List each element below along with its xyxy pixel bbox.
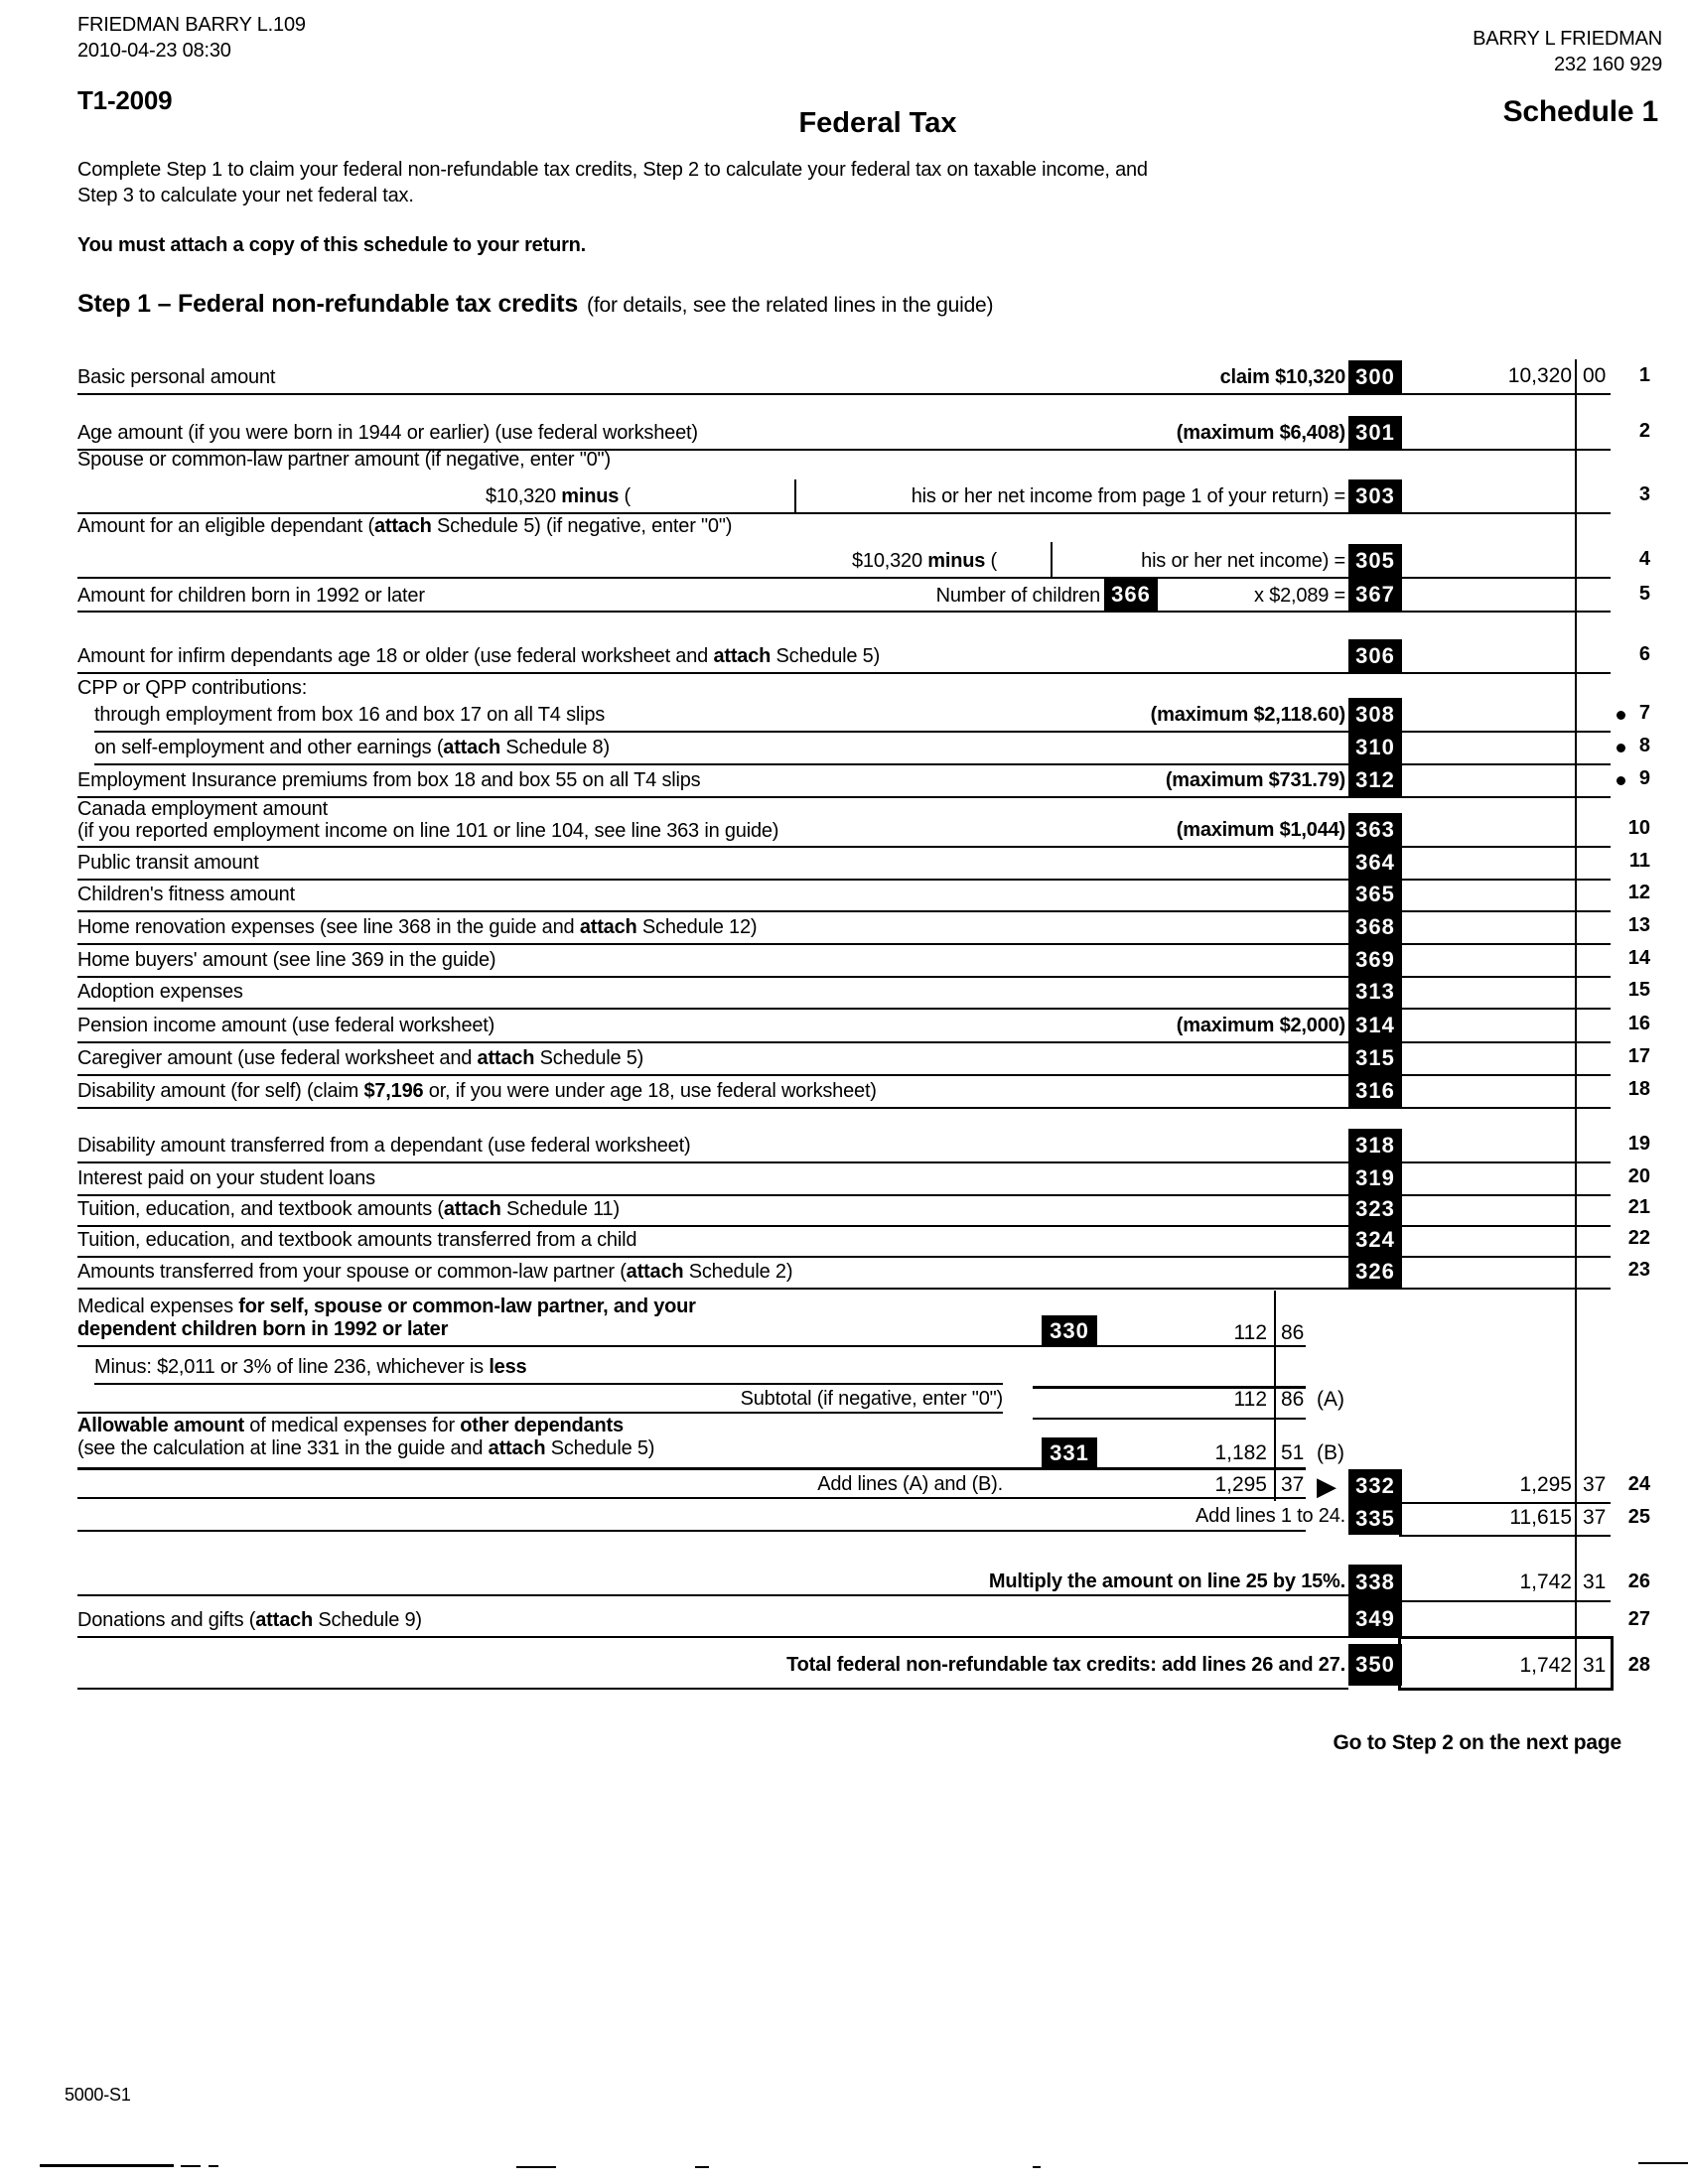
printed-datetime: 2010-04-23 08:30 xyxy=(77,40,231,62)
label-cpp-through-employment: through employment from box 16 and box 17 on all T4 slips xyxy=(94,704,606,726)
carry-arrow-icon: ▶ xyxy=(1317,1471,1336,1501)
tag-A: (A) xyxy=(1317,1388,1344,1411)
line-number-8: 8 xyxy=(1638,735,1650,756)
label-basic-personal-amount: Basic personal amount xyxy=(77,366,276,388)
note-cpp-through-employment: (maximum $2,118.60) xyxy=(1150,704,1345,726)
field-code-363: 363 xyxy=(1348,813,1402,846)
medical-cents-rule xyxy=(1274,1291,1276,1501)
field-code-330: 330 xyxy=(1042,1315,1097,1347)
line-number-16: 16 xyxy=(1627,1013,1650,1034)
amount-line26-dollars: 1,742 xyxy=(1519,1570,1572,1593)
rule xyxy=(77,1288,1611,1290)
rule xyxy=(77,1688,1348,1690)
field-code-366: 366 xyxy=(1104,579,1158,611)
line-number-13: 13 xyxy=(1627,914,1650,936)
label-home-buyers: Home buyers' amount (see line 369 in the guide) xyxy=(77,949,496,971)
field-code-364: 364 xyxy=(1348,846,1402,879)
scan-edge-line xyxy=(181,2165,201,2167)
label-subtotal: Subtotal (if negative, enter "0") xyxy=(740,1388,1003,1410)
bullet-icon xyxy=(1617,776,1625,785)
line-number-25: 25 xyxy=(1627,1506,1650,1528)
note-ei-premiums: (maximum $731.79) xyxy=(1165,769,1345,791)
form-title: Federal Tax xyxy=(798,107,957,139)
field-code-335: 335 xyxy=(1348,1502,1402,1535)
cents-column-rule xyxy=(1575,359,1577,1688)
label-home-renovation: Home renovation expenses (see line 368 in the guide and attach Schedule 12) xyxy=(77,916,758,938)
amount-line24-cents: 37 xyxy=(1583,1473,1607,1496)
total-amount-box xyxy=(1398,1636,1614,1691)
rule xyxy=(77,1345,1306,1347)
note-canada-employment: (maximum $1,044) xyxy=(1176,819,1345,841)
label-transfer-from-spouse: Amounts transferred from your spouse or common-law partner (attach Schedule 2) xyxy=(77,1261,793,1283)
field-code-310: 310 xyxy=(1348,731,1402,763)
amount-add-ab-sub-cents: 37 xyxy=(1281,1473,1305,1496)
label-cpp-self-employment: on self-employment and other earnings (attach Schedule 8) xyxy=(94,737,610,758)
intro-line-1: Complete Step 1 to claim your federal non-refundable tax credits, Step 2 to calculate your federal tax on taxable income, and xyxy=(77,159,1148,181)
rule xyxy=(77,393,1611,395)
amount-line1-dollars: 10,320 xyxy=(1507,364,1572,387)
line-number-20: 20 xyxy=(1627,1165,1650,1187)
bullet-icon xyxy=(1617,711,1625,720)
form-number: 5000-S1 xyxy=(65,2085,131,2105)
line-number-1: 1 xyxy=(1638,364,1650,386)
rule xyxy=(77,672,1611,674)
field-code-326: 326 xyxy=(1348,1255,1402,1288)
schedule-label: Schedule 1 xyxy=(1502,95,1658,128)
label-student-loan-interest: Interest paid on your student loans xyxy=(77,1167,375,1189)
line-number-27: 27 xyxy=(1627,1608,1650,1630)
rule xyxy=(77,1594,1348,1596)
amount-line28-dollars: 1,742 xyxy=(1519,1654,1572,1677)
field-code-331: 331 xyxy=(1042,1437,1097,1469)
label-disability-self: Disability amount (for self) (claim $7,196 or, if you were under age 18, use federal worksheet) xyxy=(77,1080,877,1102)
field-code-314: 314 xyxy=(1348,1009,1402,1041)
amount-subtotal-dollars: 112 xyxy=(1233,1388,1267,1411)
line-number-3: 3 xyxy=(1638,483,1650,505)
line-number-11: 11 xyxy=(1628,850,1650,872)
step1-heading-row xyxy=(77,290,993,319)
field-code-319: 319 xyxy=(1348,1161,1402,1194)
goto-step2-note: Go to Step 2 on the next page xyxy=(1333,1731,1621,1754)
line-number-28: 28 xyxy=(1627,1654,1650,1676)
label-childrens-fitness: Children's fitness amount xyxy=(77,884,295,905)
amount-subtotal-cents: 86 xyxy=(1281,1388,1305,1411)
label-canada-employment: Canada employment amount xyxy=(77,798,329,820)
label-adoption-expenses: Adoption expenses xyxy=(77,981,243,1003)
line-number-15: 15 xyxy=(1627,979,1650,1001)
label-public-transit: Public transit amount xyxy=(77,852,259,874)
field-code-318: 318 xyxy=(1348,1129,1402,1161)
tag-B: (B) xyxy=(1317,1441,1344,1464)
printed-name: FRIEDMAN BARRY L.109 xyxy=(77,14,306,36)
field-code-369: 369 xyxy=(1348,943,1402,976)
field-code-368: 368 xyxy=(1348,910,1402,943)
label-medical-2: dependent children born in 1992 or later xyxy=(77,1318,449,1340)
label2-canada-employment: (if you reported employment income on line 101 or line 104, see line 363 in guide) xyxy=(77,820,779,842)
label-ei-premiums: Employment Insurance premiums from box 18 and box 55 on all T4 slips xyxy=(77,769,701,791)
line-number-21: 21 xyxy=(1627,1196,1650,1218)
rule xyxy=(77,1497,1306,1499)
field-code-324: 324 xyxy=(1348,1223,1402,1256)
line-number-26: 26 xyxy=(1627,1570,1650,1592)
field-code-301: 301 xyxy=(1348,416,1402,449)
scan-edge-line xyxy=(209,2165,218,2167)
rule xyxy=(77,1412,1003,1414)
line-number-22: 22 xyxy=(1627,1227,1650,1249)
rule xyxy=(77,1530,1306,1532)
line-number-5: 5 xyxy=(1638,583,1650,605)
amount-line28-cents: 31 xyxy=(1583,1654,1607,1677)
field-code-305: 305 xyxy=(1348,544,1402,577)
note-pension-income: (maximum $2,000) xyxy=(1176,1015,1345,1036)
field-code-312: 312 xyxy=(1348,763,1402,796)
amount-medical-cents: 86 xyxy=(1281,1321,1305,1344)
rule xyxy=(77,1107,1611,1109)
amount-line25-dollars: 11,615 xyxy=(1509,1506,1572,1529)
amount-line26-cents: 31 xyxy=(1583,1570,1607,1593)
intro-line-2: Step 3 to calculate your net federal tax. xyxy=(77,185,414,206)
field-code-303: 303 xyxy=(1348,479,1402,512)
rule xyxy=(77,1467,1306,1470)
rule xyxy=(77,512,1611,514)
label-donations: Donations and gifts (attach Schedule 9) xyxy=(77,1609,422,1631)
label-medical-minus: Minus: $2,011 or 3% of line 236, whichever is less xyxy=(94,1356,527,1378)
step1-heading: Step 1 – Federal non-refundable tax credits xyxy=(77,290,579,318)
line-number-12: 12 xyxy=(1627,882,1650,903)
line-number-2: 2 xyxy=(1638,420,1650,442)
label-medical-1: Medical expenses for self, spouse or common-law partner, and your xyxy=(77,1296,696,1317)
spouse-netincome-text: his or her net income from page 1 of your return) = xyxy=(911,485,1345,507)
field-code-350: 350 xyxy=(1348,1644,1402,1686)
rule xyxy=(1399,1502,1611,1504)
field-code-349: 349 xyxy=(1348,1600,1402,1638)
rule xyxy=(77,1636,1348,1638)
line-number-9: 9 xyxy=(1638,767,1650,789)
scan-edge-line xyxy=(1033,2166,1041,2168)
label-disability-transferred: Disability amount transferred from a dependant (use federal worksheet) xyxy=(77,1135,691,1157)
line-number-17: 17 xyxy=(1627,1045,1650,1067)
rule xyxy=(77,611,1611,613)
amount-line1-cents: 00 xyxy=(1583,364,1607,387)
label-allowable-2: (see the calculation at line 331 in the guide and attach Schedule 5) xyxy=(77,1437,655,1459)
field-code-315: 315 xyxy=(1348,1041,1402,1074)
rule xyxy=(1399,1535,1611,1537)
label-total-credits: Total federal non-refundable tax credits: add lines 26 and 27. xyxy=(786,1654,1345,1676)
label-add-1-to-24: Add lines 1 to 24. xyxy=(1196,1505,1345,1527)
label-allowable-1: Allowable amount of medical expenses for other dependants xyxy=(77,1415,624,1436)
label-tuition-from-child: Tuition, education, and textbook amounts transferred from a child xyxy=(77,1229,637,1251)
line-number-19: 19 xyxy=(1627,1133,1650,1155)
bullet-icon xyxy=(1617,744,1625,752)
field-code-308: 308 xyxy=(1348,698,1402,731)
scan-edge-line xyxy=(516,2166,556,2168)
label-multiply: Multiply the amount on line 25 by 15%. xyxy=(988,1570,1345,1592)
label-infirm-dependants: Amount for infirm dependants age 18 or older (use federal worksheet and attach Schedule 5) xyxy=(77,645,881,667)
children-multiplier-text: x $2,089 = xyxy=(1254,585,1345,607)
field-code-316: 316 xyxy=(1348,1074,1402,1107)
line-number-7: 7 xyxy=(1638,702,1650,724)
attach-notice: You must attach a copy of this schedule to your return. xyxy=(77,234,587,256)
label-age-amount: Age amount (if you were born in 1944 or earlier) (use federal worksheet) xyxy=(77,422,698,444)
amount-allowable-cents: 51 xyxy=(1281,1441,1305,1464)
taxpayer-name: BARRY L FRIEDMAN xyxy=(1473,28,1662,50)
line-number-4: 4 xyxy=(1638,548,1650,570)
field-code-323: 323 xyxy=(1348,1192,1402,1225)
step1-subnote: (for details, see the related lines in the guide) xyxy=(587,294,994,317)
rule xyxy=(1399,1600,1611,1602)
line-number-14: 14 xyxy=(1627,947,1650,969)
field-code-313: 313 xyxy=(1348,975,1402,1008)
rule xyxy=(94,1383,1003,1385)
note-age-amount: (maximum $6,408) xyxy=(1176,422,1345,444)
label-add-a-b: Add lines (A) and (B). xyxy=(817,1473,1003,1495)
scan-edge-line xyxy=(695,2166,709,2168)
label-pension-income: Pension income amount (use federal worksheet) xyxy=(77,1015,495,1036)
cpp-section-header: CPP or QPP contributions: xyxy=(77,677,308,699)
amount-line25-cents: 37 xyxy=(1583,1506,1607,1529)
scan-edge-line xyxy=(40,2164,174,2167)
line-number-24: 24 xyxy=(1627,1473,1650,1495)
label-caregiver-amount: Caregiver amount (use federal worksheet and attach Schedule 5) xyxy=(77,1047,644,1069)
label-tuition-education: Tuition, education, and textbook amounts (attach Schedule 11) xyxy=(77,1198,620,1220)
label-eligible-dependant: Amount for an eligible dependant (attach Schedule 5) (if negative, enter "0") xyxy=(77,515,733,537)
field-code-300: 300 xyxy=(1348,360,1402,393)
entry-tick xyxy=(794,479,796,512)
scan-edge-line xyxy=(1638,2162,1688,2164)
spouse-base-amount: $10,320 minus ( xyxy=(486,485,631,507)
eligible-base-amount: $10,320 minus ( xyxy=(852,550,997,572)
rule xyxy=(1033,1418,1306,1420)
line-number-10: 10 xyxy=(1627,817,1650,839)
amount-line24-dollars: 1,295 xyxy=(1519,1473,1572,1496)
number-of-children-text: Number of children xyxy=(935,585,1100,607)
amount-medical-dollars: 112 xyxy=(1233,1321,1267,1344)
line-number-6: 6 xyxy=(1638,643,1650,665)
field-code-365: 365 xyxy=(1348,878,1402,910)
line-number-18: 18 xyxy=(1627,1078,1650,1100)
field-code-367: 367 xyxy=(1348,579,1402,611)
amount-add-ab-sub-dollars: 1,295 xyxy=(1214,1473,1267,1496)
amount-allowable-dollars: 1,182 xyxy=(1214,1441,1267,1464)
entry-tick xyxy=(1051,542,1053,577)
note-basic-personal-amount: claim $10,320 xyxy=(1219,366,1345,388)
field-code-332: 332 xyxy=(1348,1469,1402,1502)
field-code-338: 338 xyxy=(1348,1565,1402,1600)
taxpayer-id: 232 160 929 xyxy=(1553,54,1662,75)
label-spouse-amount: Spouse or common-law partner amount (if negative, enter "0") xyxy=(77,449,611,471)
form-code: T1-2009 xyxy=(77,85,173,115)
label-children-amount: Amount for children born in 1992 or later xyxy=(77,585,425,607)
field-code-306: 306 xyxy=(1348,639,1402,672)
eligible-netincome-text: his or her net income) = xyxy=(1141,550,1345,572)
line-number-23: 23 xyxy=(1627,1259,1650,1281)
